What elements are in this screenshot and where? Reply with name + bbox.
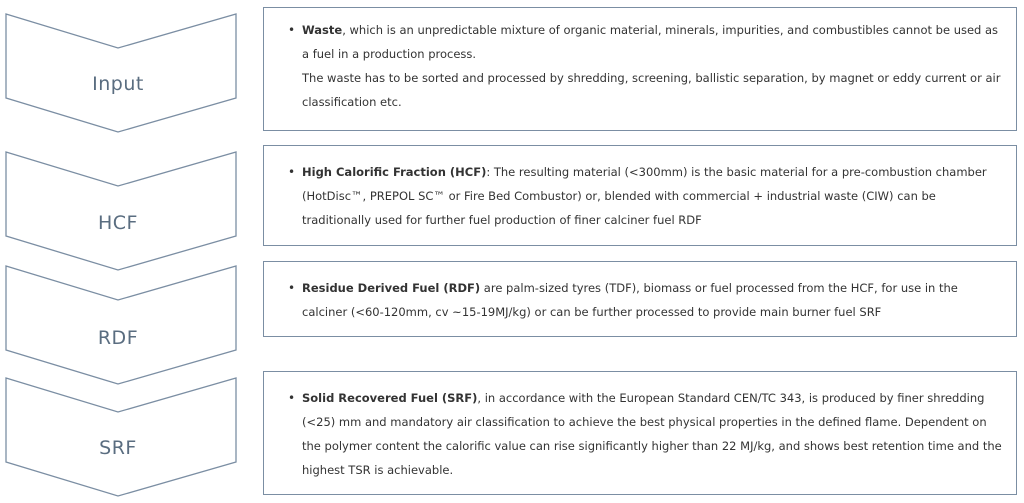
description-box-hcf — [263, 145, 1017, 246]
description-list — [286, 18, 1002, 114]
process-chevrons — [0, 0, 250, 503]
chevron-srf — [6, 378, 236, 496]
description-list — [286, 276, 1002, 324]
description-box-input — [263, 7, 1017, 131]
description-box-srf — [263, 371, 1017, 495]
description-item — [302, 276, 1002, 324]
description-text: , which is an unpredictable mixture of organic material, minerals, impurities, and combustibles cannot be used as a fuel in a production process. — [302, 23, 999, 61]
chevron-hcf — [6, 152, 236, 270]
description-item — [302, 18, 1002, 114]
chevron-label-input: Input — [92, 73, 144, 95]
chevron-rdf — [6, 266, 236, 384]
description-item — [302, 160, 1002, 232]
chevron-label-srf: SRF — [99, 437, 137, 459]
description-box-rdf — [263, 261, 1017, 337]
description-text: , in accordance with the European Standard CEN/TC 343, is produced by finer shredding (<25) mm and mandatory air classification to achieve the best physical properties in the defined flame. Dependent on the polymer content the calorific value can rise significantly higher than 22 MJ/kg, and shows best retention time and the highest TSR is achievable. — [302, 391, 1002, 477]
description-list — [286, 160, 1002, 232]
description-item — [302, 386, 1002, 482]
term-label: Residue Derived Fuel (RDF) — [302, 281, 481, 295]
description-text: : The resulting material (<300mm) is the basic material for a pre-combustion chamber (HotDisc™, PREPOL SC™ or Fire Bed Combustor) or, blended with commercial + industrial waste (CIW) can be traditionally used for further fuel production of finer calciner fuel RDF — [302, 165, 987, 227]
chevron-label-rdf: RDF — [97, 327, 139, 349]
term-label: Waste — [302, 23, 343, 37]
description-text: are palm-sized tyres (TDF), biomass or fuel processed from the HCF, for use in the calciner (<60-120mm, cv ~15-19MJ/kg) or can be further processed to provide main burner fuel SRF — [302, 281, 958, 319]
term-label: High Calorific Fraction (HCF) — [302, 165, 487, 179]
chevron-input — [6, 14, 236, 132]
term-label: Solid Recovered Fuel (SRF) — [302, 391, 478, 405]
description-text-continued: The waste has to be sorted and processed by shredding, screening, ballistic separation, by magnet or eddy current or air classification etc. — [302, 71, 1001, 109]
description-list — [286, 386, 1002, 482]
chevron-label-hcf: HCF — [98, 212, 138, 234]
